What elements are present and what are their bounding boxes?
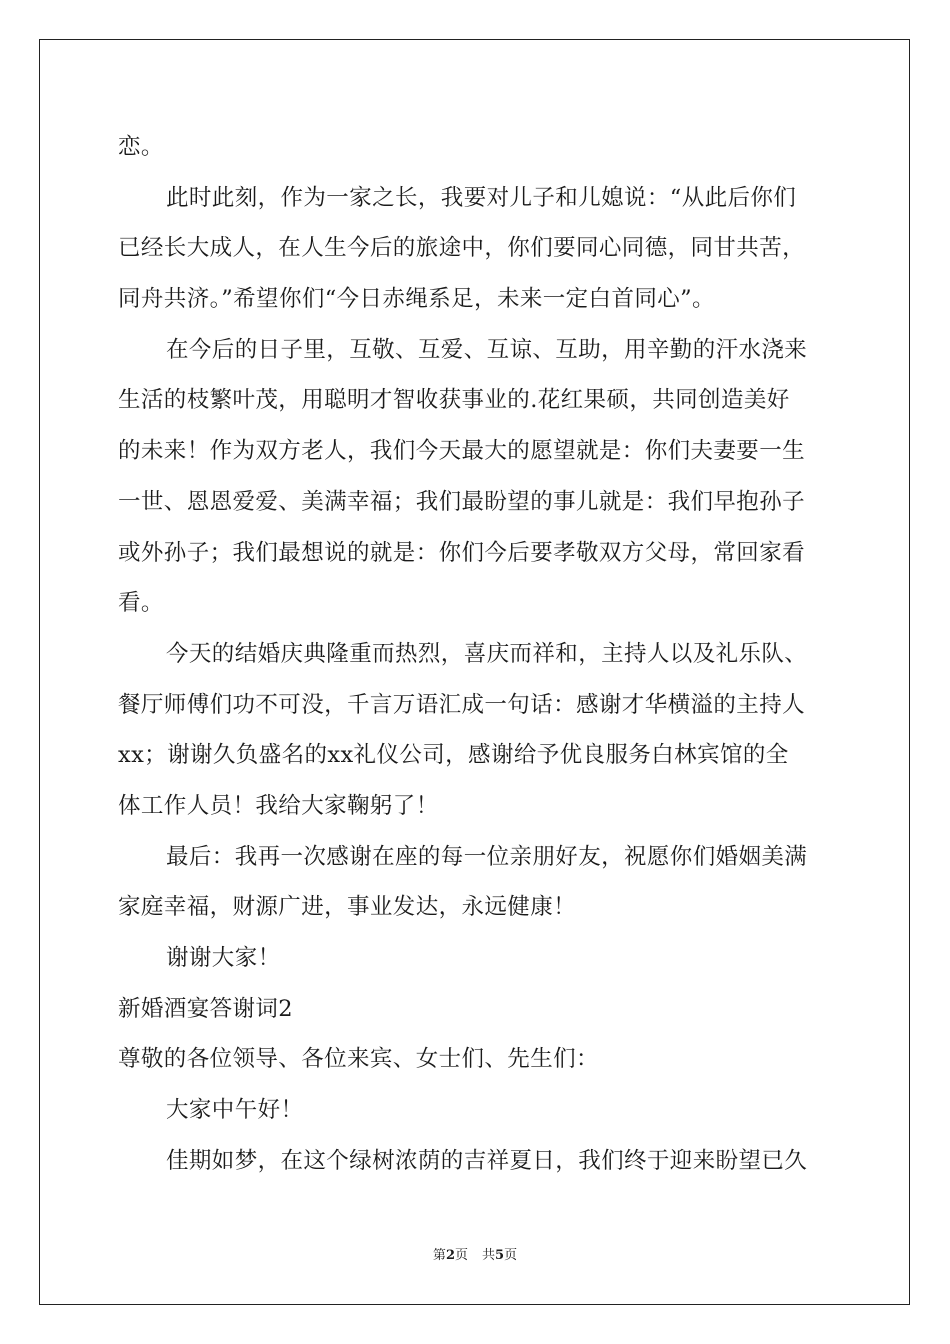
text-line: 体工作人员！我给大家鞠躬了！	[118, 792, 439, 819]
page-footer	[0, 1247, 950, 1265]
total-prefix: 共	[482, 1248, 496, 1263]
text-line: 今天的结婚庆典隆重而热烈，喜庆而祥和，主持人以及礼乐队、	[166, 640, 808, 667]
text-line: 谢谢大家！	[166, 945, 281, 971]
text-line: 最后：我再一次感谢在座的每一位亲朋好友，祝愿你们婚姻美满	[166, 843, 808, 870]
total-suffix: 页	[504, 1248, 518, 1263]
text-line: 看。	[118, 590, 164, 617]
text-line: 尊敬的各位领导、各位来宾、女士们、先生们：	[118, 1046, 599, 1073]
text-line: 或外孙子；我们最想说的就是：你们今后要孝敬双方父母，常回家看	[118, 539, 806, 566]
text-line: 生活的枝繁叶茂，用聪明才智收获事业的.花红果硕，共同创造美好	[118, 387, 790, 414]
text-line: 大家中午好！	[166, 1097, 304, 1124]
page-number: 2	[445, 1248, 455, 1263]
text-line: 一世、恩恩爱爱、美满幸福；我们最盼望的事儿就是：我们早抱孙子	[118, 488, 806, 515]
text-line: 已经长大成人，在人生今后的旅途中，你们要同心同德，同甘共苦，	[118, 235, 806, 262]
page-prefix: 第	[432, 1248, 446, 1263]
text-line: 同舟共济。”希望你们“今日赤绳系足，未来一定白首同心”。	[118, 286, 715, 313]
text-line: 在今后的日子里，互敬、互爱、互谅、互助，用辛勤的汗水浇来	[166, 336, 808, 363]
text-line: 餐厅师傅们功不可没，千言万语汇成一句话：感谢才华横溢的主持人	[118, 691, 806, 718]
text-line: 家庭幸福，财源广进，事业发达，永远健康！	[118, 894, 577, 921]
text-line: 佳期如梦，在这个绿树浓荫的吉祥夏日，我们终于迎来盼望已久	[166, 1147, 808, 1174]
text-line: 恋。	[118, 134, 164, 160]
document-body	[118, 122, 834, 1186]
text-line: 新婚酒宴答谢词2	[118, 995, 294, 1022]
text-line: 的未来！作为双方老人，我们今天最大的愿望就是：你们夫妻要一生	[118, 438, 806, 465]
text-line: xx；谢谢久负盛名的xx礼仪公司，感谢给予优良服务白林宾馆的全	[118, 742, 789, 769]
text-line: 此时此刻，作为一家之长，我要对儿子和儿媳说：“从此后你们	[166, 184, 797, 211]
page-suffix: 页	[454, 1248, 468, 1263]
total-pages: 5	[495, 1248, 505, 1263]
